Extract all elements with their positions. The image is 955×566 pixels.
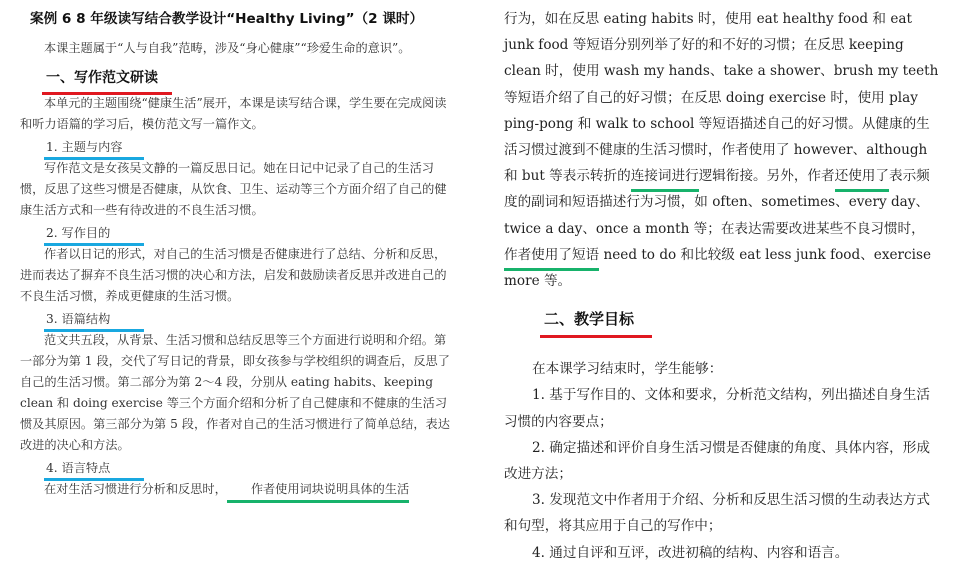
sub1-heading	[46, 137, 122, 158]
blue-underline	[44, 329, 144, 332]
sub3-paragraph: 范文共五段，从背景、生活习惯和总结反思等三个方面进行说明和介绍。第一部分为第 1 段，交代了写日记的背景，即女孩参与学校组织的调查后，反思了自己的生活习惯。第二部分为第 2～4 段，分别从 eating habits、keeping clean 和 doing exercise 等三个方面介绍和分析了自己健康和不健康的生活习惯及其原因。第三部分为第 5 段，作者对自己的生活习惯进行了简单总结，表达改进的决心和方法。	[20, 333, 450, 452]
red-underline	[540, 335, 652, 338]
case-title: 案例 6 8 年级读写结合教学设计“Healthy Living”（2 课时）	[30, 11, 424, 27]
green-highlight: 还使用了	[835, 163, 889, 189]
sub2-heading	[46, 223, 110, 244]
section1-intro: 本单元的主题围绕“健康生活”展开，本课是读写结合课，学生要在完成阅读和听力语篇的学习后，模仿范文写一篇作文。	[20, 96, 447, 131]
sub3-heading	[46, 309, 110, 330]
goal-item: 3. 发现范文中作者用于介绍、分析和反思生活习惯的生动表达方式和句型，将其应用于自己的写作中；	[504, 492, 930, 535]
section2-heading	[544, 308, 634, 330]
section2-heading-text: 二、教学目标	[544, 310, 635, 329]
blue-underline	[44, 478, 144, 481]
right-page	[490, 0, 955, 561]
sub1-paragraph: 写作范文是女孩吴文静的一篇反思日记。她在日记中记录了自己的生活习惯，反思了这些习惯是否健康，从饮食、卫生、运动等三个方面介绍了自己的健康生活方式和一些有待改进的不良生活习惯。	[20, 161, 447, 217]
para1-text-c: 表示频度的副词和短语描述行为习惯，如 often、sometimes、every day、twice a day、once a month 等；在表达需要改进某些不良习惯时，	[504, 168, 930, 237]
para1-text-b: 逻辑衔接。另外，作者	[698, 168, 835, 185]
sub2-heading-wrap	[20, 221, 456, 244]
intro-paragraph: 本课主题属于“人与自我”范畴，涉及“身心健康”“珍爱生命的意识”。	[44, 41, 411, 55]
sub2-heading-text: 2. 写作目的	[46, 226, 111, 240]
section2-heading-wrap	[504, 308, 939, 356]
sub2-paragraph: 作者以日记的形式，对自己的生活习惯是否健康进行了总结、分析和反思，进而表达了摒弃不良生活习惯的决心和方法，启发和鼓励读者反思并改进自己的不良生活习惯，养成更健康的生活习惯。	[20, 247, 447, 303]
section1-heading-wrap	[20, 59, 456, 93]
para1-text-d: need to do 和比较级 eat less junk food、exercise more 等。	[504, 246, 932, 290]
section1-heading-text: 一、写作范文研读	[46, 70, 158, 86]
goal-item: 2. 确定描述和评价自身生活习惯是否健康的角度、具体内容，形成改进方法；	[504, 439, 930, 483]
section1-heading	[46, 68, 158, 88]
left-page	[0, 0, 470, 552]
sub4-paragraph	[20, 479, 456, 500]
sub3-heading-text: 3. 语篇结构	[46, 312, 111, 326]
sub4-heading	[46, 458, 110, 479]
language-features-paragraph	[504, 6, 939, 294]
sub1-heading-wrap	[20, 135, 456, 158]
green-highlight: 作者使用了短语	[504, 242, 599, 268]
sub3-heading-wrap	[20, 307, 456, 330]
goal-item: 1. 基于写作目的、文体和要求，分析范文结构，列出描述自身生活习惯的内容要点；	[504, 387, 930, 430]
green-highlight: 作者使用词块说明具体的生活	[227, 479, 409, 500]
blue-underline	[44, 157, 144, 160]
blue-underline	[44, 243, 144, 246]
red-underline	[42, 92, 172, 95]
sub4-heading-wrap	[20, 456, 456, 479]
sub1-heading-text: 1. 主题与内容	[46, 140, 123, 154]
green-highlight: 连接词进行	[631, 163, 699, 189]
para1-text-a: 行为，如在反思 eating habits 时，使用 eat healthy food 和 eat junk food 等短语分别列举了好的和不好的习惯；在反思 keeping clean 时，使用 wash my hands、take a shower、brush my teeth 等短语介绍了自己的好习惯；在反思 doing exercise 时，使用 play ping-pong 和 walk to school 等短语描述自己的好习惯。从健康的生活习惯过渡到不健康的生活习惯时，作者使用了 however、although 和 but 等表示转折的	[504, 11, 939, 185]
goals-intro: 在本课学习结束时，学生能够：	[532, 361, 723, 378]
sub4-text-a: 在对生活习惯进行分析和反思时，	[44, 482, 227, 496]
sub4-heading-text: 4. 语言特点	[46, 461, 111, 475]
goal-item: 4. 通过自评和互评，改进初稿的结构、内容和语言。	[532, 544, 849, 561]
